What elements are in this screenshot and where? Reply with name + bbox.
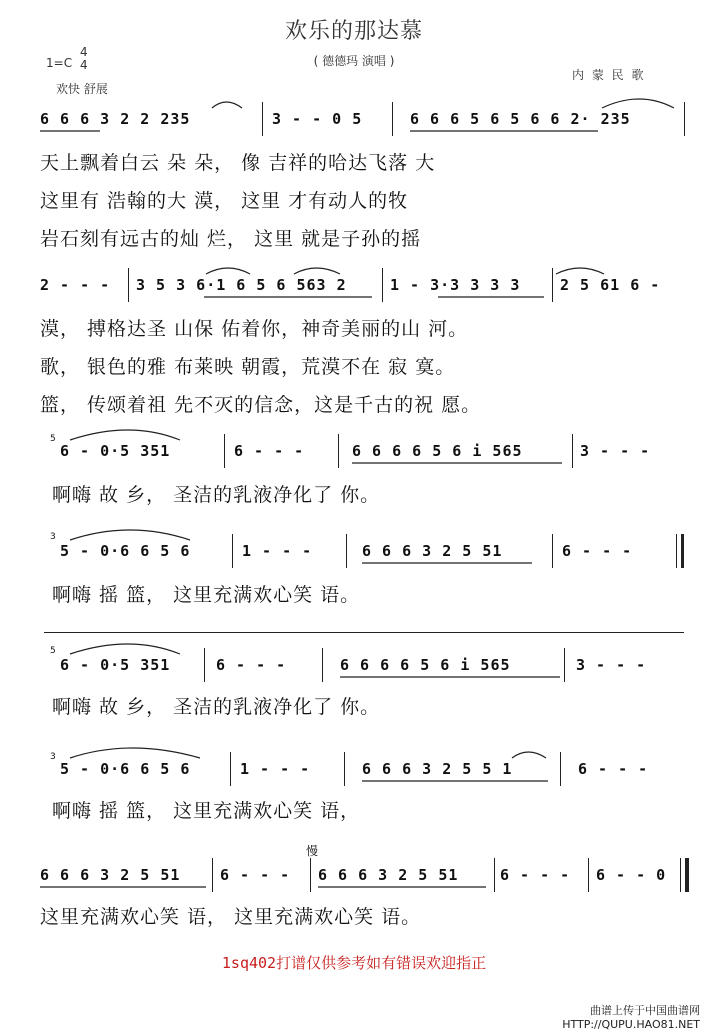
time-signature: [80, 46, 88, 72]
lyric-system-1-verse-2: 这里有 浩翰的大 漠， 这里 才有动人的牧: [40, 190, 409, 212]
notes-system-4-measure-3: 6 6 6 3 2 5 51: [362, 542, 503, 560]
slur: [70, 530, 190, 540]
watermark-line-2: HTTP://QUPU.HAO81.NET: [562, 1018, 700, 1031]
page-title: 欢乐的那达慕: [284, 19, 423, 44]
notes-system-7-measure-1: 6 6 6 3 2 5 51: [40, 866, 181, 884]
notes-system-2-measure-1: 2 - - -: [40, 276, 111, 294]
slur: [70, 748, 200, 758]
notes-system-6-measure-2: 1 - - -: [240, 760, 311, 778]
final-barline-thick: [685, 858, 689, 892]
barline: [560, 752, 561, 786]
slur: [70, 430, 180, 440]
barline: [230, 752, 231, 786]
final-barline: [680, 858, 681, 892]
performer-credit: ( 德德玛 演唱 ): [313, 54, 395, 68]
notes-system-6-measure-1: 5 - 0·6 6 5 6: [60, 760, 191, 778]
grace-note: 3: [50, 752, 56, 762]
notes-system-7-measure-2: 6 - - -: [220, 866, 291, 884]
notes-system-2-measure-4: 2 5 61 6 -: [560, 276, 661, 294]
repeat-barline-thick: [681, 534, 684, 568]
notes-system-7-measure-5: 6 - - 0: [596, 866, 667, 884]
time-signature-bottom: 4: [80, 58, 88, 72]
notes-system-3-measure-2: 6 - - -: [234, 442, 305, 460]
barline: [322, 648, 323, 682]
notes-system-7-measure-4: 6 - - -: [500, 866, 571, 884]
origin-credit: 内 蒙 民 歌: [572, 68, 646, 82]
lyric-system-2-verse-3: 篮， 传颂着祖 先不灭的信念，这是千古的祝 愿。: [40, 394, 482, 416]
notes-system-5-measure-2: 6 - - -: [216, 656, 287, 674]
notes-system-1-measure-1: 6 6 6 3 2 2 235: [40, 110, 191, 128]
lyric-system-3: 啊嗨 故 乡， 圣洁的乳液净化了 你。: [52, 484, 381, 506]
slur: [70, 644, 180, 654]
slur: [556, 268, 604, 274]
barline: [310, 858, 311, 892]
section-divider: [44, 632, 684, 633]
lyric-system-2-verse-1: 漠， 搏格达圣 山保 佑着你，神奇美丽的山 河。: [40, 318, 469, 340]
barline: [344, 752, 345, 786]
barline: [346, 534, 347, 568]
notes-system-3-measure-4: 3 - - -: [580, 442, 651, 460]
notes-system-1-measure-3: 6 6 6 5 6 5 6 6 2· 235: [410, 110, 631, 128]
barline: [232, 534, 233, 568]
repeat-barline: [676, 534, 677, 568]
time-signature-top: 4: [80, 45, 88, 59]
barline: [552, 534, 553, 568]
notes-system-6-measure-4: 6 - - -: [578, 760, 649, 778]
notes-system-4-measure-1: 5 - 0·6 6 5 6: [60, 542, 191, 560]
slur: [512, 752, 546, 758]
notes-system-5-measure-1: 6 - 0·5 351: [60, 656, 171, 674]
barline: [392, 102, 393, 136]
lyric-system-7: 这里充满欢心笑 语， 这里充满欢心笑 语。: [40, 906, 422, 928]
notes-system-3-measure-3: 6 6 6 6 5 6 i 565: [352, 442, 523, 460]
notes-system-2-measure-3: 1 - 3·3 3 3 3: [390, 276, 521, 294]
barline: [494, 858, 495, 892]
lyric-system-5: 啊嗨 故 乡， 圣洁的乳液净化了 你。: [52, 696, 381, 718]
lyric-system-1-verse-1: 天上飘着白云 朵 朵， 像 吉祥的哈达飞落 大: [40, 152, 436, 174]
slur: [602, 99, 674, 108]
barline: [684, 102, 685, 136]
lyric-system-2-verse-2: 歌， 银色的雅 布莱映 朝霞，荒漠不在 寂 寞。: [40, 356, 456, 378]
notes-system-7-measure-3: 6 6 6 3 2 5 51: [318, 866, 459, 884]
lyric-system-6: 啊嗨 摇 篮， 这里充满欢心笑 语，: [52, 800, 361, 822]
barline: [552, 268, 553, 302]
notes-system-3-measure-1: 6 - 0·5 351: [60, 442, 171, 460]
grace-note: 5: [50, 434, 56, 444]
notes-system-6-measure-3: 6 6 6 3 2 5 5 1: [362, 760, 513, 778]
notes-system-1-measure-2: 3 - - 0 5: [272, 110, 363, 128]
notes-system-5-measure-3: 6 6 6 6 5 6 i 565: [340, 656, 511, 674]
barline: [224, 434, 225, 468]
watermark: [562, 1004, 700, 1032]
tempo-slow-marking: 慢: [306, 844, 319, 858]
notes-system-2-measure-2: 3 5 3 6·1 6 5 6 563 2: [136, 276, 347, 294]
notes-system-5-measure-4: 3 - - -: [576, 656, 647, 674]
notes-system-4-measure-4: 6 - - -: [562, 542, 633, 560]
slur: [294, 268, 340, 274]
lyric-system-1-verse-3: 岩石刻有远古的灿 烂， 这里 就是子孙的摇: [40, 228, 422, 250]
grace-note: 3: [50, 532, 56, 542]
key-signature: 1=C: [46, 56, 73, 70]
grace-note: 5: [50, 646, 56, 656]
watermark-line-1: 曲谱上传于中国曲谱网: [590, 1004, 700, 1017]
barline: [572, 434, 573, 468]
barline: [588, 858, 589, 892]
barline: [564, 648, 565, 682]
slur: [212, 102, 242, 108]
barline: [128, 268, 129, 302]
barline: [382, 268, 383, 302]
lyric-system-4: 啊嗨 摇 篮， 这里充满欢心笑 语。: [52, 584, 361, 606]
notes-system-4-measure-2: 1 - - -: [242, 542, 313, 560]
slur: [206, 268, 250, 274]
barline: [338, 434, 339, 468]
barline: [262, 102, 263, 136]
tempo-marking: 欢快 舒展: [56, 82, 108, 96]
barline: [212, 858, 213, 892]
barline: [204, 648, 205, 682]
transcriber-note: 1sq402打谱仅供参考如有错误欢迎指正: [221, 954, 487, 972]
